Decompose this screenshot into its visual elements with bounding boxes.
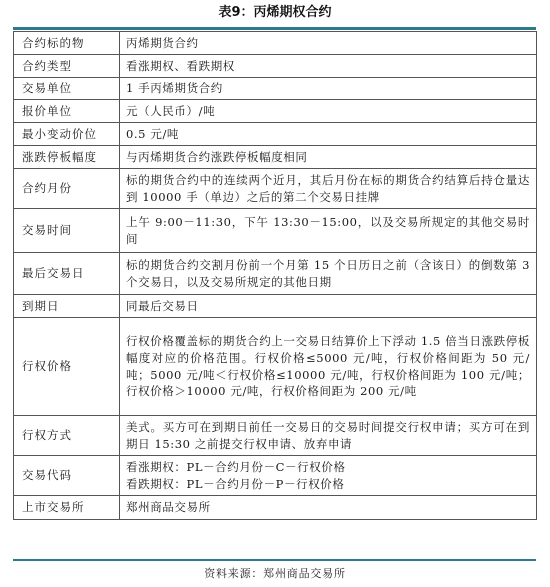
row-value: 同最后交易日: [120, 295, 537, 318]
table-row: [14, 169, 537, 209]
table-row: [14, 295, 537, 318]
row-key: 交易时间: [14, 209, 120, 253]
table-row: [14, 146, 537, 169]
top-rule: [13, 27, 536, 30]
table-row: [14, 209, 537, 253]
row-value: [120, 456, 537, 496]
trading-code-call: 看涨期权：PL－合约月份－C－行权价格: [126, 459, 346, 474]
contract-spec-table: [13, 31, 537, 520]
row-value: 与丙烯期货合约涨跌停板幅度相同: [120, 146, 537, 169]
row-key: 最后交易日: [14, 253, 120, 295]
row-value: 标的期货合约交割月份前一个月第 15 个日历日之前（含该日）的倒数第 3 个交易日，以及交易所规定的其他日期: [120, 253, 537, 295]
bottom-rule: [13, 559, 536, 561]
table-row: [14, 123, 537, 146]
source-note: 资料来源：郑州商品交易所: [204, 567, 346, 580]
row-value: 行权价格覆盖标的期货合约上一交易日结算价上下浮动 1.5 倍当日涨跌停板幅度对应的价格范围。行权价格≤5000 元/吨，行权价格间距为 50 元/吨；5000 元/吨＜行权价格≤10000 元/吨，行权价格间距为 100 元/吨；行权价格＞10000 元/吨，行权价格间距为 200 元/吨: [120, 318, 537, 416]
table-row: [14, 78, 537, 100]
table-row: [14, 416, 537, 456]
table-row: [14, 100, 537, 123]
row-value: 丙烯期货合约: [120, 32, 537, 55]
row-key: 到期日: [14, 295, 120, 318]
table-row: [14, 32, 537, 55]
row-key: 报价单位: [14, 100, 120, 123]
table-row: [14, 253, 537, 295]
row-key: 合约类型: [14, 55, 120, 78]
row-key: 交易单位: [14, 78, 120, 100]
row-value: 元（人民币）/吨: [120, 100, 537, 123]
table-row: [14, 496, 537, 520]
table-row: [14, 55, 537, 78]
row-value: 看涨期权、看跌期权: [120, 55, 537, 78]
row-key: 合约标的物: [14, 32, 120, 55]
table-title: 表9：丙烯期权合约: [218, 5, 332, 20]
row-value: 1 手丙烯期货合约: [120, 78, 537, 100]
row-value: 上午 9:00－11:30，下午 13:30－15:00，以及交易所规定的其他交易时间: [120, 209, 537, 253]
row-key: 合约月份: [14, 169, 120, 209]
table-row: [14, 456, 537, 496]
row-value: 美式。买方可在到期日前任一交易日的交易时间提交行权申请；买方可在到期日 15:30 之前提交行权申请、放弃申请: [120, 416, 537, 456]
row-value: 标的期货合约中的连续两个近月，其后月份在标的期货合约结算后持仓量达到 10000 手（单边）之后的第二个交易日挂牌: [120, 169, 537, 209]
trading-code-put: 看跌期权：PL－合约月份－P－行权价格: [126, 476, 345, 491]
row-key: 上市交易所: [14, 496, 120, 520]
row-key: 最小变动价位: [14, 123, 120, 146]
row-key: 交易代码: [14, 456, 120, 496]
row-key: 行权方式: [14, 416, 120, 456]
row-key: 涨跌停板幅度: [14, 146, 120, 169]
row-key: 行权价格: [14, 318, 120, 416]
row-value: 0.5 元/吨: [120, 123, 537, 146]
table-row: [14, 318, 537, 416]
row-value: 郑州商品交易所: [120, 496, 537, 520]
